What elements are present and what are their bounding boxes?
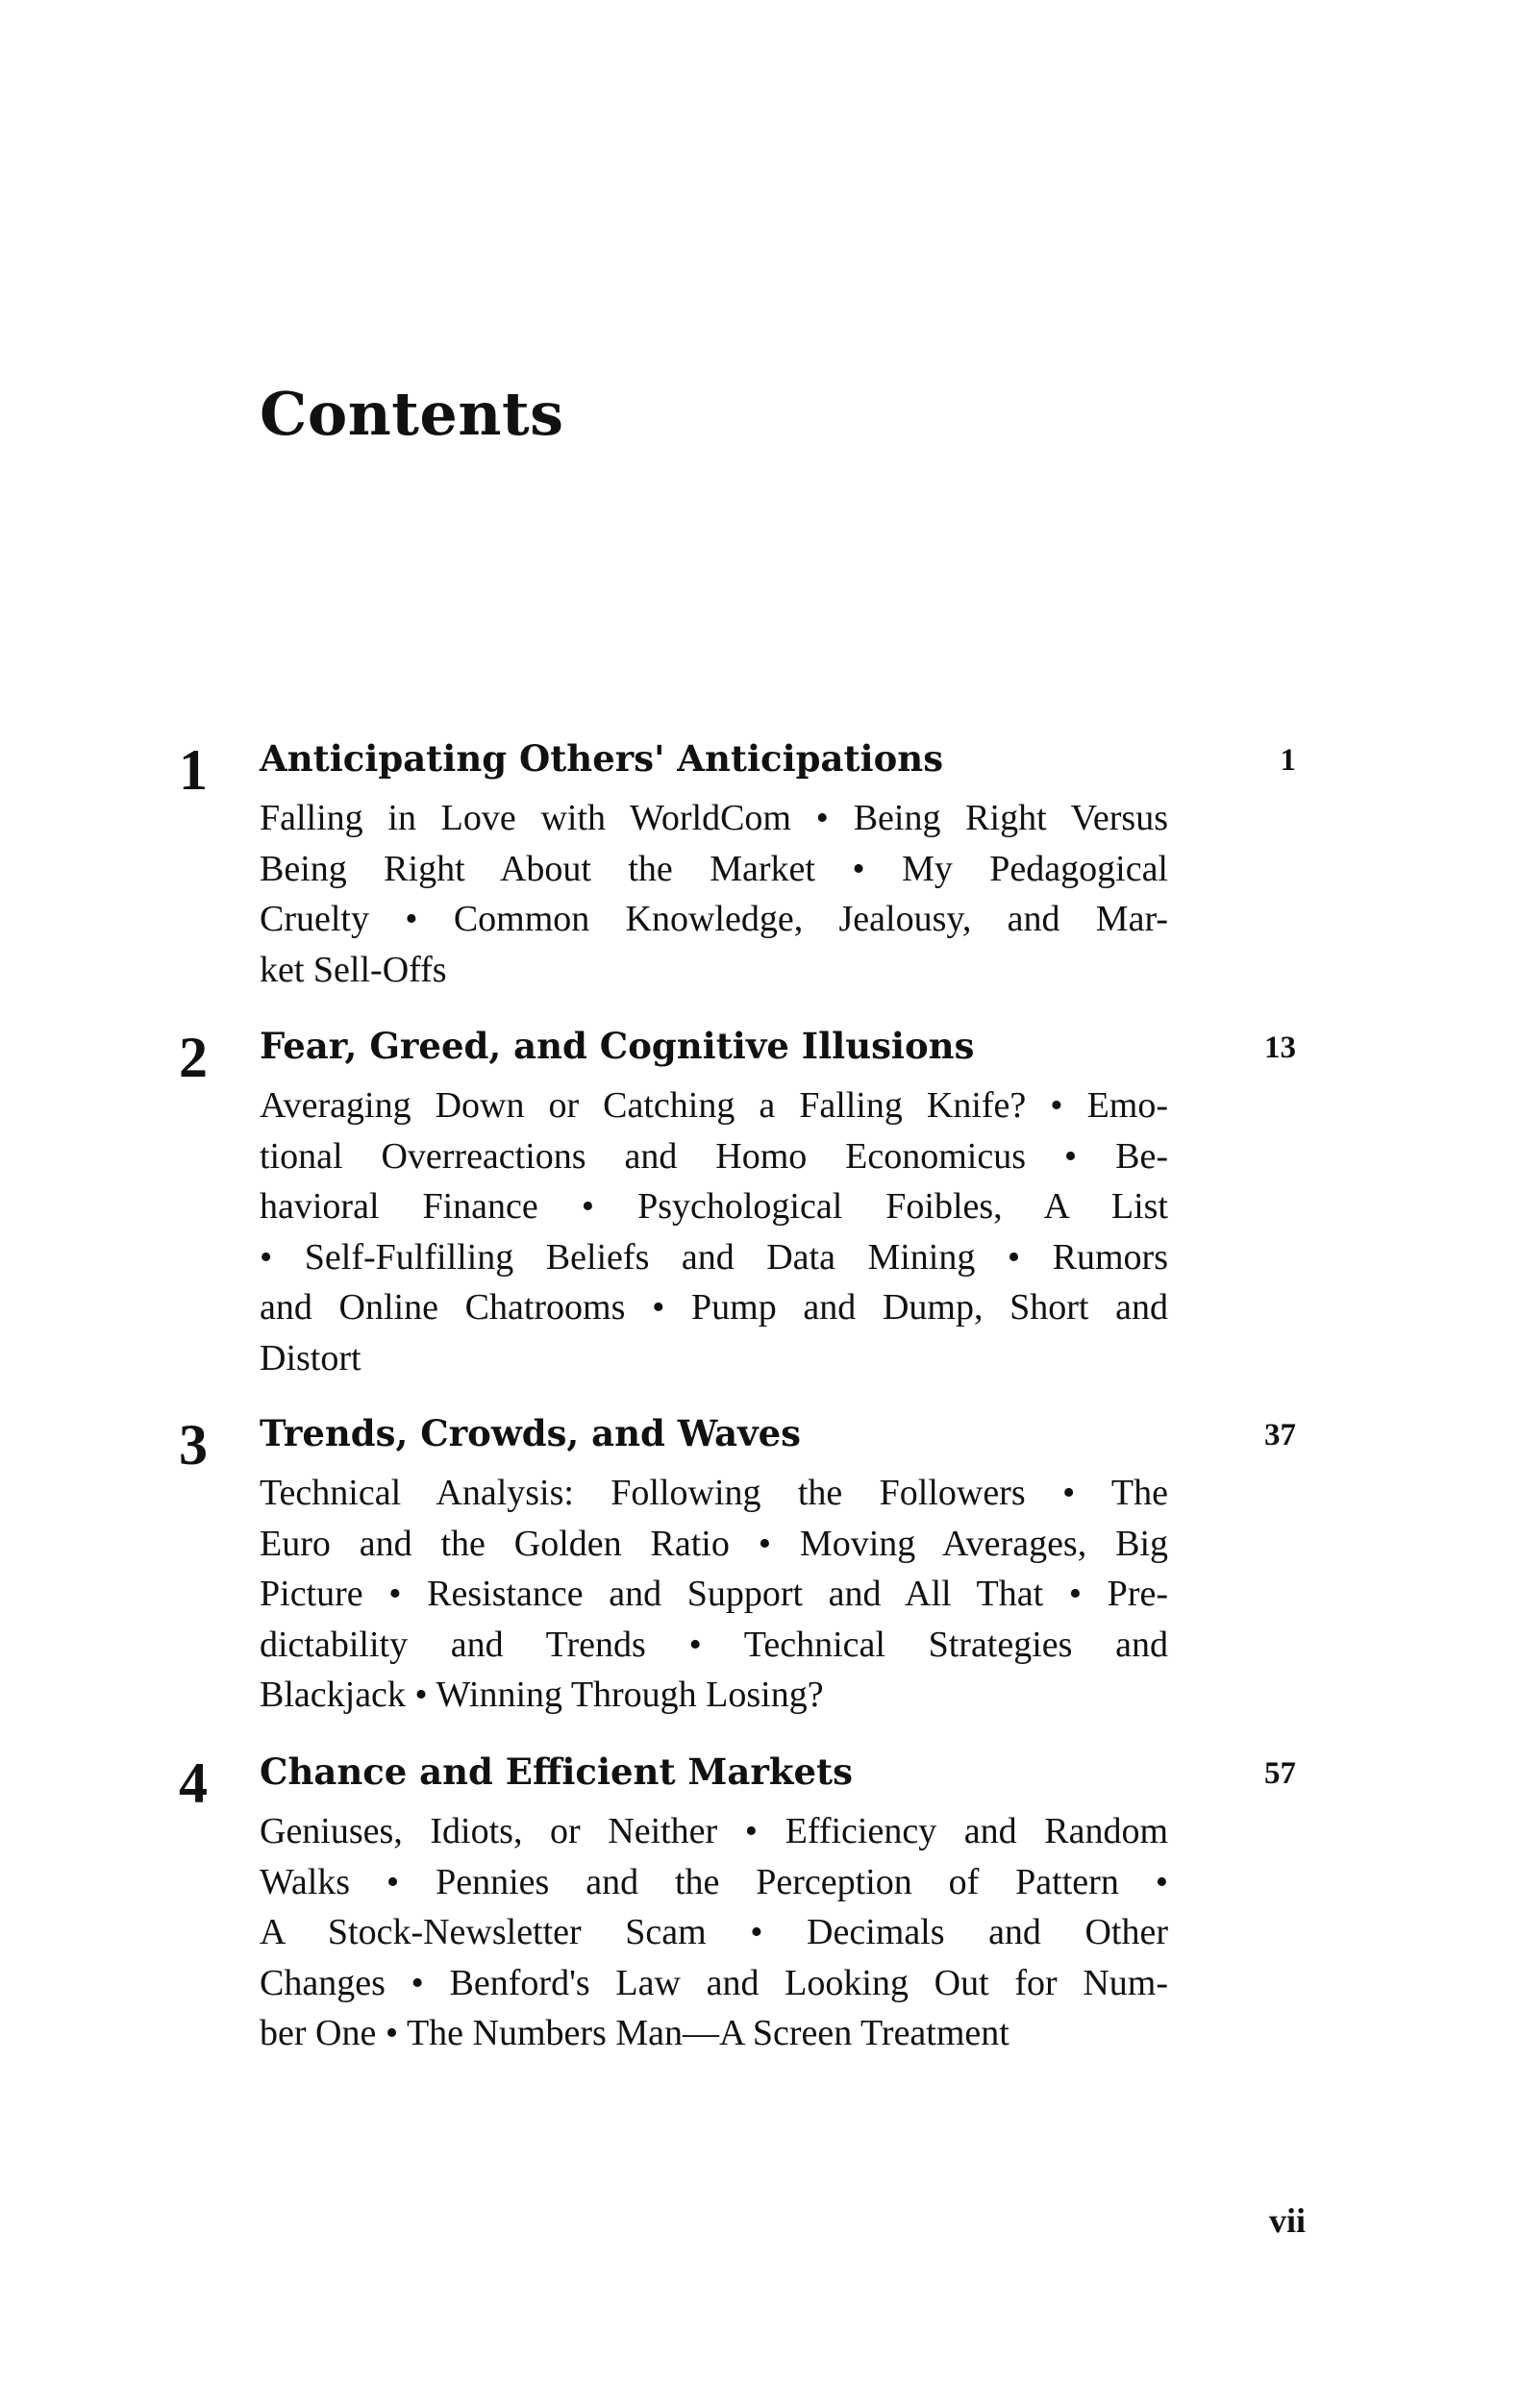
topic-line: Distort [260, 1337, 361, 1378]
topic-line: Cruelty • Common Knowledge, Jealousy, and Mar- [260, 899, 1168, 939]
topic-line: A Stock-Newsletter Scam • Decimals and Other [260, 1912, 1168, 1952]
chapter-topics [260, 793, 1168, 995]
topic-line: Changes • Benford's Law and Looking Out for Num- [260, 1962, 1168, 2003]
chapter-page-number[interactable]: 13 [1264, 1030, 1296, 1065]
folio-page-number: vii [1268, 2201, 1306, 2240]
topic-line: • Self-Fulfilling Beliefs and Data Mining • Rumors [260, 1236, 1168, 1278]
topic-line: Falling in Love with WorldCom • Being Right Versus [260, 798, 1168, 838]
topic-line: Technical Analysis: Following the Followers • The [260, 1473, 1168, 1513]
chapter-number: 3 [179, 1413, 208, 1477]
topic-line: havioral Finance • Psychological Foibles, A List [260, 1186, 1168, 1227]
chapter-topics [260, 1080, 1168, 1383]
chapter-page-number[interactable]: 37 [1264, 1418, 1296, 1452]
chapter-title[interactable]: Trends, Crowds, and Waves [260, 1412, 801, 1454]
chapter-number: 2 [179, 1026, 208, 1089]
chapter-topics [260, 1806, 1168, 2059]
topic-line: Walks • Pennies and the Perception of Pattern • [260, 1861, 1168, 1902]
topic-line: Being Right About the Market • My Pedagogical [260, 848, 1168, 889]
topic-line: Euro and the Golden Ratio • Moving Averages, Big [260, 1523, 1168, 1564]
topic-line: Picture • Resistance and Support and All That • Pre- [260, 1574, 1168, 1614]
page-title: Contents [260, 379, 564, 449]
topic-line: Averaging Down or Catching a Falling Knife? • Emo- [260, 1085, 1168, 1126]
topic-line: ket Sell-Offs [260, 949, 447, 990]
chapter-number: 1 [179, 738, 208, 802]
chapter-title[interactable]: Anticipating Others' Anticipations [260, 737, 944, 780]
topic-line: Geniuses, Idiots, or Neither • Efficiency and Random [260, 1811, 1168, 1851]
chapter-page-number[interactable]: 57 [1264, 1756, 1296, 1791]
chapter-title[interactable]: Fear, Greed, and Cognitive Illusions [260, 1025, 975, 1067]
topic-line: tional Overreactions and Homo Economicus • Be- [260, 1135, 1168, 1177]
chapter-page-number[interactable]: 1 [1280, 743, 1296, 778]
chapter-number: 4 [179, 1751, 208, 1815]
topic-line: Blackjack • Winning Through Losing? [260, 1675, 824, 1715]
topic-line: dictability and Trends • Technical Strategies and [260, 1624, 1168, 1665]
chapter-title[interactable]: Chance and Efficient Markets [260, 1750, 853, 1793]
topic-line: and Online Chatrooms • Pump and Dump, Short and [260, 1287, 1168, 1328]
chapter-topics [260, 1468, 1168, 1721]
topic-line: ber One • The Numbers Man—A Screen Treatment [260, 2013, 1009, 2053]
